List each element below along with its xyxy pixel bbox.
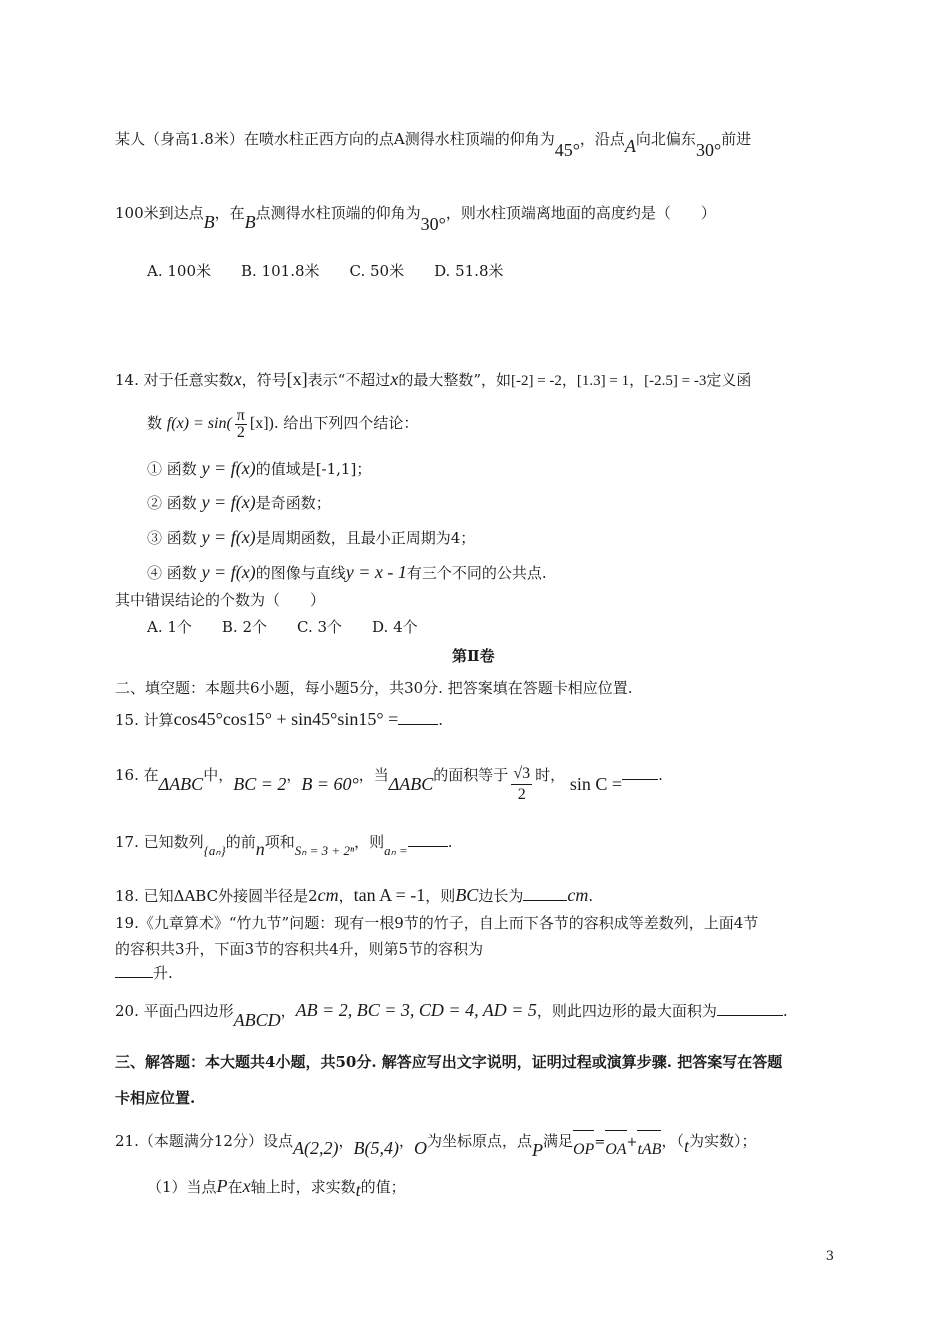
q19-end: 升. [153,964,173,982]
q17-end: . [447,833,453,851]
q14-fdef: f(x) = sin( [166,415,232,432]
q14-pi-over-2 [235,408,247,441]
q15 [115,709,443,730]
q14-fdef-pre: 数 [147,414,163,432]
q21-t2: ， [398,1132,414,1150]
q17-pre: 17. 已知数列 [115,833,204,851]
q14-x2: x [390,369,399,389]
q15-pre: 15. 计算 [115,711,174,729]
q15-end: . [438,711,444,729]
q21-sub1a: （1）当点 [147,1178,217,1196]
q20-t2: ，则此四边形的最大面积为 [536,1002,717,1020]
q18-bc: BC [455,885,479,905]
q21-eq: = [594,1135,606,1150]
q21-sub1c: 轴上时，求实数 [250,1178,356,1196]
q16-tri: ΔABC [158,774,204,794]
q13-angle3: 30° [420,214,446,234]
q14-claim3 [147,527,475,548]
q20-t1: ， [280,1002,296,1020]
q14-x1: x [233,369,242,389]
q18-cm1: cm [317,885,339,905]
q15-blank [398,710,438,725]
q18-t1: ， [338,887,354,905]
q14-c1a: ① 函数 [147,460,197,478]
part2-section: 二、填空题：本题共6小题，每小题5分，共30分. 把答案填在答题卡相应位置. [115,679,633,697]
q16-sqrt3-over-2 [511,764,532,805]
q16-t4: 的面积等于 [433,766,509,784]
q17-sn: Sₙ = 3 + 2ⁿ [294,843,355,858]
q13-text: 某人（身高1.8米）在喷水柱正西方向的点A测得水柱顶端的仰角为 [115,130,555,148]
q13-angle2: 30° [695,140,722,160]
q14-claim4 [147,562,547,583]
q21-sub1x: x [242,1176,251,1196]
q18-cm2: cm [567,885,589,905]
q13-point-b2: B [244,212,256,232]
q14-c4c: 有三个不同的公共点. [406,564,547,582]
q14-bx: [x] [286,369,308,389]
q14-t5: . 给出下列四个结论： [273,414,419,432]
q13-line2c: 点测得水柱顶端的仰角为 [255,204,421,222]
q21-tvar: t [683,1136,689,1156]
q16-blank [622,765,658,780]
q21-b: B(5,4) [353,1138,399,1158]
q14-t1: ，符号 [241,371,287,389]
q14-c4a: ④ 函数 [147,564,197,582]
q13-point-a: A [624,136,636,156]
q20-abcd: ABCD [233,1010,281,1030]
q21-p: P [531,1140,543,1160]
q16-two: 2 [517,785,526,803]
q13-angle1: 45° [554,140,580,160]
q13-mid1: ，沿点 [579,130,625,148]
q21-sub1 [147,1176,406,1200]
q14-c2b: 是奇函数； [255,494,331,512]
q14-t3: 的最大整数”，如 [398,371,511,389]
q14-c2f: y = f(x) [201,492,256,512]
part3-line1: 三、解答题：本大题共4小题，共50分. 解答应写出文字说明，证明过程或演算步骤. 把答案写在答题 [115,1053,783,1071]
q13-point-b1: B [203,212,215,232]
q20-sides: AB = 2, BC = 3, CD = 4, AD = 5 [295,1000,537,1020]
q21-t5: ，（ [661,1132,684,1150]
q14-claim1 [147,458,371,479]
q18-pre: 18. 已知ΔABC外接圆半径是2 [115,887,318,905]
q18-t3: 边长为 [478,887,524,905]
q19-blank [115,963,153,978]
q14-c1b: 的值域是[-1,1]； [255,460,372,478]
q14-options: A. 1个 B. 2个 C. 3个 D. 4个 [147,618,418,636]
q14-c4g: y = x - 1 [345,562,407,582]
q13-mid2: 向北偏东 [635,130,696,148]
q17-an: {aₙ} [203,843,226,858]
q14-c3f: y = f(x) [201,527,256,547]
q16-sqrt3: √3 [511,764,532,785]
q21-sub1b: 在 [227,1178,243,1196]
q21-sub1t: t [355,1180,361,1200]
q17-t3: ，则 [354,833,385,851]
q18-tan: tan A = -1 [353,885,426,905]
q17-t1: 的前 [225,833,256,851]
q17-blank [408,832,448,847]
q17-an2: aₙ = [384,843,408,858]
q14-pi: π [236,406,245,424]
q21-tab: tAB [637,1130,661,1168]
q18-end: . [588,887,594,905]
q19-line2: 的容积共3升，下面3节的容积共4升，则第5节的容积为 [115,940,484,958]
q14-c4b: 的图像与直线 [255,564,346,582]
q14-claim2 [147,492,331,513]
q14-c2a: ② 函数 [147,494,197,512]
q16 [115,752,663,803]
q16-tri2: ΔABC [388,774,434,794]
q21-sub1d: 的值； [360,1178,406,1196]
q21-pre: 21.（本题满分12分）设点 [115,1132,293,1150]
q14-line2 [147,405,418,441]
q14-examples: [-2] = -2，[1.3] = 1，[-2.5] = -3 [510,373,707,389]
q21-sub1p: P [216,1176,228,1196]
q14-fdef-post: [x]) [249,415,274,432]
q16-t1: 中， [203,766,234,784]
q13-end1: 前进 [721,130,752,148]
q20-blank [717,1001,783,1016]
q13-line1 [115,128,752,160]
q16-pre: 16. 在 [115,766,159,784]
q13-options: A. 100米 B. 101.8米 C. 50米 D. 51.8米 [147,262,504,280]
q16-t3: ，当 [358,766,389,784]
q14-c3b: 是周期函数，且最小正周期为4； [255,529,476,547]
q14-line1 [115,369,751,391]
q21-t6: 为实数）； [688,1132,757,1150]
part2-title: 第Ⅱ卷 [452,647,495,665]
part3-line2: 卡相应位置. [115,1089,196,1107]
q16-t2: ， [286,766,302,784]
q17-n: n [255,839,265,859]
q14-ask: 其中错误结论的个数为（ ） [115,591,326,609]
q14-c3a: ③ 函数 [147,529,197,547]
q16-bc: BC = 2 [233,774,287,794]
q18-blank [523,886,567,901]
q14-t2: 表示“不超过 [307,371,391,389]
q16-sinc: sin C = [569,774,623,794]
q15-expr: cos45°cos15° + sin45°sin15° = [173,709,399,729]
q18 [115,885,593,906]
q14-t4: 定义函 [706,371,752,389]
q18-t2: ，则 [425,887,456,905]
q14-c4f: y = f(x) [201,562,256,582]
q13-line2d: ，则水柱顶端离地面的高度约是（ ） [445,204,716,222]
q13-line2 [115,202,716,234]
q16-end: . [658,766,663,784]
q21-t3: 为坐标原点，点 [426,1132,532,1150]
q13-line2a: 100米到达点 [115,204,204,222]
q14-c1f: y = f(x) [201,458,256,478]
q21-oa: OA [605,1130,626,1168]
q21-t4: 满足 [542,1132,573,1150]
q20 [115,993,788,1030]
q13-line2b: ，在 [214,204,245,222]
q21-op: OP [573,1130,594,1168]
q21-a: A(2,2) [292,1138,339,1158]
q19-line1: 19.《九章算术》“竹九节”问题：现有一根9节的竹子，自上而下各节的容积成等差数列，上面4节 [115,914,759,932]
page-number: 3 [825,1249,834,1264]
q21-t1: ， [338,1132,354,1150]
q17-t2: 项和 [264,833,295,851]
q21 [115,1122,757,1158]
q16-t5: 时， [535,766,566,784]
q14-head: 14. 对于任意实数 [115,371,234,389]
q21-plus: + [626,1135,638,1150]
q21-o: O [413,1138,427,1158]
q17 [115,831,453,859]
q16-b: B = 60° [301,774,359,794]
q20-pre: 20. 平面凸四边形 [115,1002,234,1020]
q14-two: 2 [236,423,245,441]
q19-line3 [115,963,173,983]
q20-end: . [782,1002,788,1020]
